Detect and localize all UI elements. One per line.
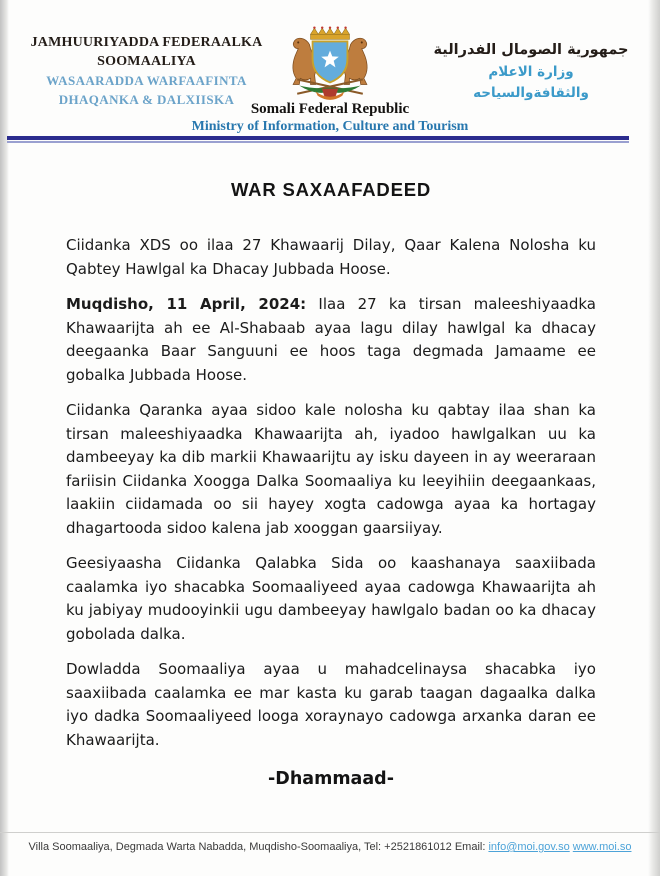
crown-icon [311,28,350,39]
paragraph-operation-details [66,399,596,540]
footer-contact-line [0,841,660,853]
coat-of-arms-svg [278,24,382,106]
ministry-title-en: Ministry of Information, Culture and Tourism [191,119,469,134]
press-release-body [66,179,596,789]
paragraph-text: Ciidanka XDS oo ilaa 27 Khawaarij Dilay, Qaar Kalena Nolosha ku Qabtey Hawlgal ka Dhacay Jubbada Hoose. [66,236,596,278]
crown-jewels-icon [313,26,347,28]
republic-title-en: Somali Federal Republic [250,101,410,117]
letterhead-line-republic: JAMHUURIYADDA FEDERAALKA [30,35,263,50]
footer-address-text: Villa Soomaaliya, Degmada Warta Nabadda, Muqdisho-Soomaaliya, Tel: +2521861012 Email: [28,841,486,853]
somalia-coat-of-arms [278,24,382,110]
closing-mark: -Dhammaad- [268,769,394,789]
letterhead-line-republic-ar: جمهورية الصومال الفدرالية [433,42,629,58]
paragraph-headline [66,234,596,281]
letterhead-somali-block [28,33,265,109]
letterhead-line-culture-so: DHAQANKA & DALXIISKA [58,92,235,107]
header-divider-thin-line [7,141,629,143]
header-divider [7,136,629,143]
press-release-title: WAR SAXAAFADEED [230,179,432,200]
letterhead-line-somalia: SOOMAALIYA [97,54,196,69]
paragraph-text: Ilaa 27 ka tirsan maleeshiyaadka Khawaarijta ah ee Al-Shabaab ayaa lagu dilay hawlgal ka dhacay deegaanka Baar Sanguuni ee hoos taga degmada Jamaame ee gobalka Jubbada Hoose. [66,295,596,384]
paragraph-forces [66,552,596,646]
shield-icon [313,41,348,82]
footer-email-link[interactable]: info@moi.gov.so [488,841,570,853]
header-divider-thick-line [7,136,629,140]
footer-divider [0,832,660,833]
letterhead-line-ministry-so: WASAARADDA WARFAAFINTA [46,73,247,88]
footer-website-link[interactable]: www.moi.so [572,841,632,853]
letterhead-line-culture-ar: والثقافةوالسياحه [473,85,589,101]
paragraph-dateline [66,293,596,387]
paragraph-text: Dowladda Soomaaliya ayaa u mahadcelinaysa shacabka iyo saaxiibada caalamka ee mar kasta ku garab taagan dagaalka dalka iyo dadka Soomaaliyeed looga xoraynayo cadowga arxanka daran ee Khawaarijta. [66,660,596,749]
paragraph-gratitude [66,658,596,752]
paragraph-text: Ciidanka Qaranka ayaa sidoo kale nolosha ku qabtay ilaa shan ka tirsan maleeshiyaadka Khawaarijta ah, iyadoo hawlgalkan uu ka dambeeyay ka dib markii Khawaarijtu ay isku dayeen in ay weeraraan fariisin Ciidanka Xoogga Dalka Soomaaliya ku leeyihiin deegaankaas, laakiin ciidamada oo sii hayey xogta cadowga ayaa ka hortagay dhagartooda sidoo kalena jab xooggan gaarsiiyay. [66,401,596,537]
letterhead-arabic-block [416,38,646,104]
letterhead-line-ministry-ar: وزارة الاعلام [488,64,574,80]
letterhead-english-block [0,100,660,136]
paragraph-text: Geesiyaasha Ciidanka Qalabka Sida oo kaashanaya saaxiibada caalamka iyo shacabka Soomaaliyeed ayaa cadowga Khawaarijta ah ku jabiyay mudooyinkii ugu dambeeyay hawlgalo badan oo ka dhacay gobolada dalka. [66,554,596,643]
dateline-lead: Muqdisho, 11 April, 2024: [66,295,307,313]
